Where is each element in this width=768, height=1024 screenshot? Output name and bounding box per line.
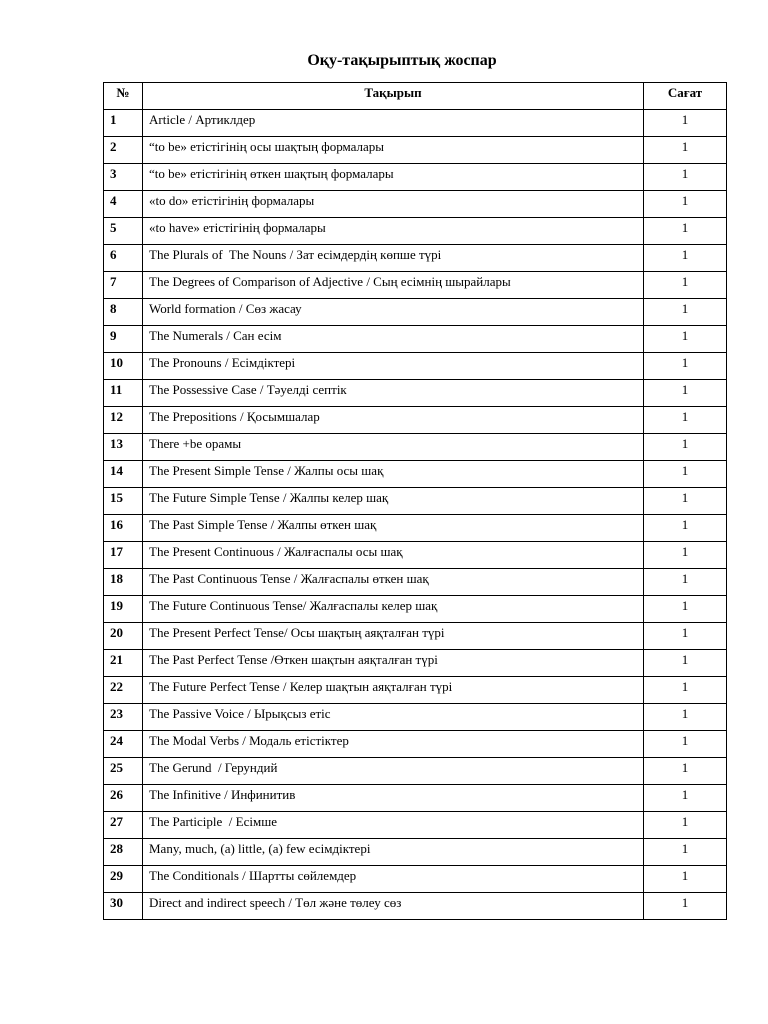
row-topic: The Pronouns / Есімдіктері [143,353,644,380]
table-row [104,812,727,839]
table-row [104,623,727,650]
row-hours: 1 [644,866,727,893]
row-hours: 1 [644,542,727,569]
table-row [104,137,727,164]
table-row [104,326,727,353]
table-row [104,299,727,326]
row-topic: The Future Continuous Tense/ Жалғаспалы келер шақ [143,596,644,623]
table-row [104,542,727,569]
row-hours: 1 [644,515,727,542]
table-row [104,272,727,299]
row-number: 21 [104,650,143,677]
row-topic: The Past Perfect Tense /Өткен шақтын аяқталған түрі [143,650,644,677]
row-number: 11 [104,380,143,407]
row-topic: The Gerund / Герундий [143,758,644,785]
row-topic: The Numerals / Сан есім [143,326,644,353]
row-hours: 1 [644,110,727,137]
row-topic: «to have» етістігінің формалары [143,218,644,245]
row-number: 8 [104,299,143,326]
row-number: 7 [104,272,143,299]
row-number: 30 [104,893,143,920]
row-topic: The Conditionals / Шартты сөйлемдер [143,866,644,893]
row-number: 5 [104,218,143,245]
row-number: 10 [104,353,143,380]
row-number: 25 [104,758,143,785]
row-number: 6 [104,245,143,272]
row-topic: The Future Perfect Tense / Келер шақтын аяқталған түрі [143,677,644,704]
row-hours: 1 [644,812,727,839]
row-number: 23 [104,704,143,731]
row-number: 9 [104,326,143,353]
row-topic: The Present Perfect Tense/ Осы шақтың аяқталған түрі [143,623,644,650]
table-row [104,731,727,758]
row-topic: “to be» етістігінің өткен шақтың формалары [143,164,644,191]
row-topic: “to be» етістігінің осы шақтың формалары [143,137,644,164]
table-body [104,110,727,920]
row-number: 1 [104,110,143,137]
row-topic: The Possessive Case / Тәуелді септік [143,380,644,407]
row-hours: 1 [644,407,727,434]
row-topic: Direct and indirect speech / Төл және төлеу сөз [143,893,644,920]
table-row [104,569,727,596]
row-hours: 1 [644,380,727,407]
row-hours: 1 [644,218,727,245]
row-number: 27 [104,812,143,839]
table-row [104,893,727,920]
row-hours: 1 [644,596,727,623]
row-hours: 1 [644,704,727,731]
row-hours: 1 [644,893,727,920]
row-hours: 1 [644,245,727,272]
table-row [104,164,727,191]
row-hours: 1 [644,731,727,758]
row-topic: The Past Continuous Tense / Жалғаспалы өткен шақ [143,569,644,596]
header-number: № [104,83,143,110]
row-hours: 1 [644,488,727,515]
row-hours: 1 [644,137,727,164]
table-row [104,488,727,515]
row-number: 15 [104,488,143,515]
table-row [104,785,727,812]
row-topic: There +be орамы [143,434,644,461]
row-hours: 1 [644,623,727,650]
row-topic: The Past Simple Tense / Жалпы өткен шақ [143,515,644,542]
row-topic: World formation / Сөз жасау [143,299,644,326]
row-number: 20 [104,623,143,650]
row-topic: The Modal Verbs / Модаль етістіктер [143,731,644,758]
row-topic: Article / Артиклдер [143,110,644,137]
table-row [104,866,727,893]
table-row [104,758,727,785]
row-hours: 1 [644,272,727,299]
table-header-row [104,83,727,110]
table-row [104,461,727,488]
table-row [104,650,727,677]
row-hours: 1 [644,677,727,704]
row-number: 13 [104,434,143,461]
row-topic: The Prepositions / Қосымшалар [143,407,644,434]
table-row [104,218,727,245]
row-hours: 1 [644,353,727,380]
row-number: 28 [104,839,143,866]
row-topic: The Passive Voice / Ырықсыз етіс [143,704,644,731]
row-topic: The Present Simple Tense / Жалпы осы шақ [143,461,644,488]
row-hours: 1 [644,785,727,812]
row-topic: The Future Simple Tense / Жалпы келер шақ [143,488,644,515]
row-hours: 1 [644,191,727,218]
topic-plan-table [103,82,727,920]
row-number: 12 [104,407,143,434]
row-number: 3 [104,164,143,191]
table-row [104,191,727,218]
table-row [104,677,727,704]
row-topic: Many, much, (a) little, (a) few есімдіктері [143,839,644,866]
header-topic: Тақырып [143,83,644,110]
table-row [104,515,727,542]
row-topic: The Infinitive / Инфинитив [143,785,644,812]
row-hours: 1 [644,758,727,785]
row-topic: The Present Continuous / Жалғаспалы осы шақ [143,542,644,569]
row-number: 18 [104,569,143,596]
row-number: 14 [104,461,143,488]
row-hours: 1 [644,164,727,191]
table-row [104,596,727,623]
table-row [104,704,727,731]
row-number: 16 [104,515,143,542]
row-topic: The Participle / Есімше [143,812,644,839]
header-hours: Сағат [644,83,727,110]
table-row [104,353,727,380]
row-number: 22 [104,677,143,704]
row-topic: The Plurals of The Nouns / Зат есімдердің көпше түрі [143,245,644,272]
row-number: 4 [104,191,143,218]
row-topic: The Degrees of Comparison of Adjective / Сың есімнің шырайлары [143,272,644,299]
table-row [104,380,727,407]
row-hours: 1 [644,434,727,461]
table-row [104,434,727,461]
row-number: 29 [104,866,143,893]
table-row [104,110,727,137]
page-title: Оқу-тақырыптық жоспар [307,52,497,69]
row-number: 26 [104,785,143,812]
table-row [104,407,727,434]
row-hours: 1 [644,461,727,488]
row-number: 19 [104,596,143,623]
row-number: 2 [104,137,143,164]
row-hours: 1 [644,299,727,326]
row-number: 24 [104,731,143,758]
row-hours: 1 [644,839,727,866]
table-row [104,245,727,272]
row-hours: 1 [644,569,727,596]
row-topic: «to do» етістігінің формалары [143,191,644,218]
row-hours: 1 [644,326,727,353]
row-hours: 1 [644,650,727,677]
row-number: 17 [104,542,143,569]
table-row [104,839,727,866]
